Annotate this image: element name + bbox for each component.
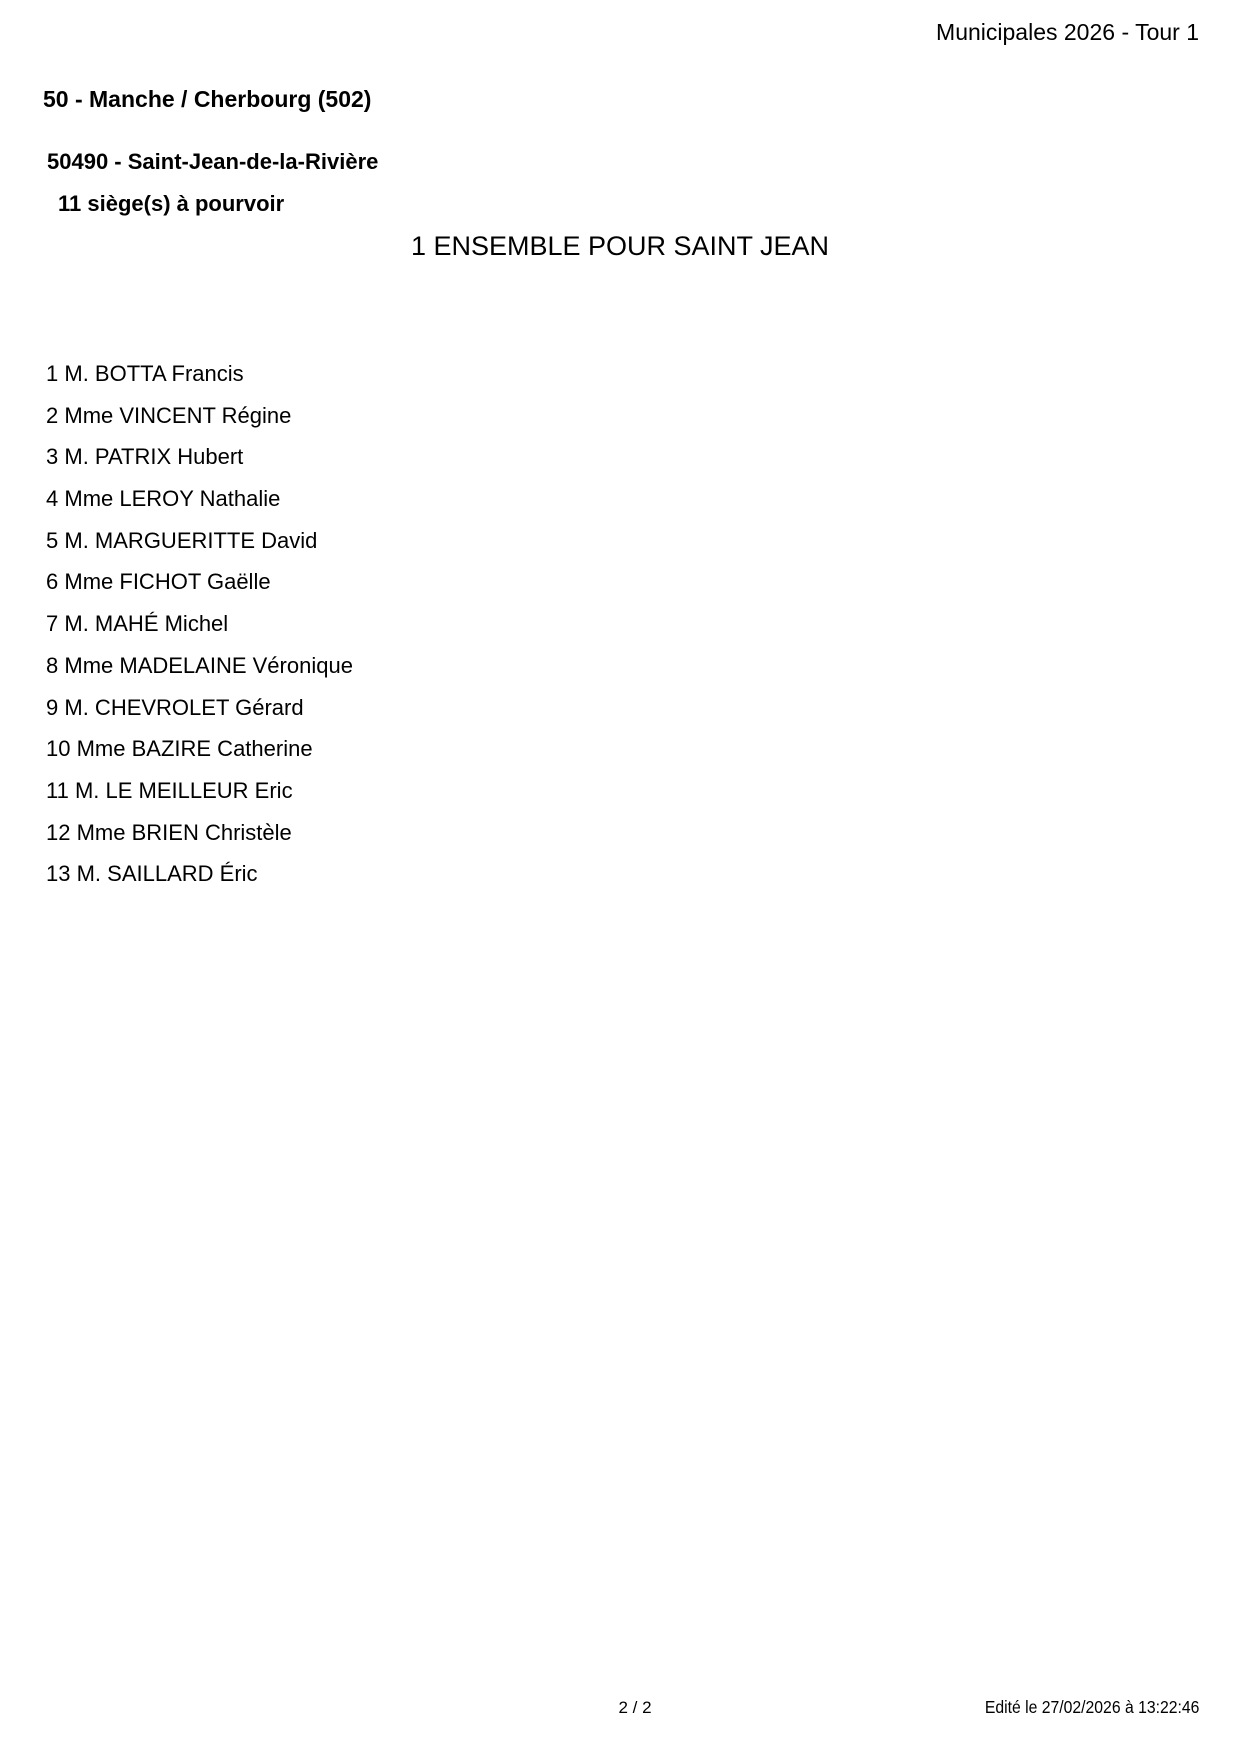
department-heading: 50 - Manche / Cherbourg (502) [43, 86, 372, 112]
candidate-row [46, 603, 353, 645]
candidate-name: Mme MADELAINE Véronique [64, 652, 353, 678]
candidate-row [46, 812, 353, 854]
candidate-row [46, 687, 353, 729]
candidate-row [46, 728, 353, 770]
candidate-name: M. BOTTA Francis [64, 361, 244, 386]
candidate-position: 1 [46, 361, 59, 386]
candidate-position: 12 [46, 819, 71, 845]
candidate-name: M. MARGUERITTE David [64, 527, 318, 553]
candidate-name: Mme BAZIRE Catherine [76, 736, 313, 762]
candidate-position: 11 [46, 777, 69, 803]
candidate-position: 9 [46, 694, 59, 720]
candidate-position: 13 [46, 861, 71, 887]
candidate-name: M. SAILLARD Éric [76, 861, 258, 887]
candidate-row [46, 353, 353, 395]
candidate-list [46, 353, 353, 895]
candidate-row [46, 853, 353, 895]
candidate-row [46, 395, 353, 437]
candidate-position: 10 [46, 736, 71, 762]
candidate-name: Mme BRIEN Christèle [76, 819, 292, 845]
candidate-name: M. PATRIX Hubert [64, 444, 244, 470]
candidate-position: 5 [46, 527, 59, 553]
page-number: 2 / 2 [618, 1698, 652, 1717]
candidate-row [46, 478, 353, 520]
candidate-position: 4 [46, 486, 59, 512]
candidate-name: Mme LEROY Nathalie [64, 486, 281, 512]
candidate-name: M. CHEVROLET Gérard [64, 694, 304, 720]
candidate-name: M. MAHÉ Michel [64, 611, 229, 637]
candidate-row [46, 561, 353, 603]
candidate-row [46, 436, 353, 478]
candidate-row [46, 770, 353, 812]
candidate-position: 7 [46, 611, 59, 637]
candidate-name: Mme VINCENT Régine [64, 402, 292, 428]
candidate-position: 3 [46, 444, 59, 470]
candidate-position: 8 [46, 652, 59, 678]
document-header-title: Municipales 2026 - Tour 1 [936, 19, 1199, 45]
candidate-list-title: 1 ENSEMBLE POUR SAINT JEAN [410, 231, 830, 261]
candidate-row [46, 645, 353, 687]
edit-timestamp: Edité le 27/02/2026 à 13:22:46 [984, 1697, 1199, 1717]
candidate-name: Mme FICHOT Gaëlle [64, 569, 271, 595]
candidate-name: M. LE MEILLEUR Eric [74, 777, 293, 803]
candidate-row [46, 520, 353, 562]
candidate-position: 6 [46, 569, 59, 595]
seats-heading: 11 siège(s) à pourvoir [58, 191, 285, 216]
commune-heading: 50490 - Saint-Jean-de-la-Rivière [47, 149, 379, 174]
candidate-position: 2 [46, 402, 59, 428]
